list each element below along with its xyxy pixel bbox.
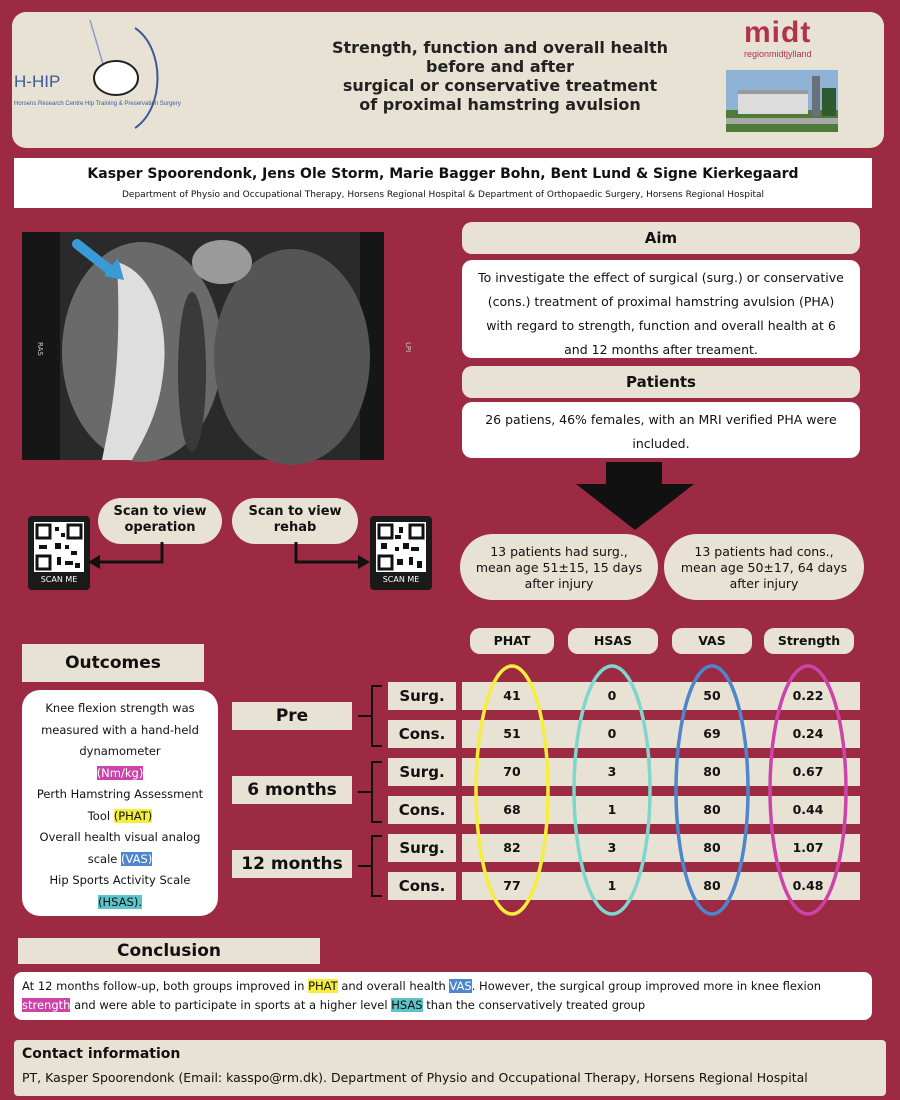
patients-text: 26 patiens, 46% females, with an MRI verified PHA were included. (462, 402, 860, 458)
hsas-highlight: (HSAS). (98, 894, 142, 909)
title-line: Strength, function and overall health (331, 38, 669, 57)
mri-image (22, 232, 412, 460)
outcome-phat-text: Perth Hamstring Assessment Tool (36, 787, 204, 823)
title-line: surgical or conservative treatment (342, 76, 658, 95)
cell-phat: 70 (503, 764, 521, 779)
cell-phat: 77 (503, 878, 521, 893)
vas-highlight: VAS (449, 979, 472, 993)
cell-vas: 80 (703, 840, 721, 855)
row-label-pre-surg: Surg. (388, 682, 456, 710)
hhip-logo-graphic (80, 18, 170, 130)
authors-department: Department of Physio and Occupational Therapy, Horsens Regional Hospital & Department of Orthopaedic Surgery, Horsens Regional Hospital (122, 190, 764, 200)
scan-me-label: SCAN ME (40, 575, 78, 584)
qr-code-icon (34, 522, 84, 572)
group-brackets (356, 684, 388, 904)
nmkg-highlight: (Nm/kg) (96, 765, 144, 780)
cell-vas: 80 (703, 802, 721, 817)
contact-heading: Contact information (22, 1046, 181, 1062)
outcome-vas-text: Overall health visual analog scale (39, 830, 201, 866)
column-header-hsas: HSAS (568, 628, 658, 654)
aim-heading: Aim (462, 222, 860, 254)
operation-qr-label: Scan to view operation (98, 498, 222, 544)
cell-hsas: 0 (607, 688, 617, 703)
group-label-pre: Pre (232, 702, 352, 730)
outcome-hsas-text: Hip Sports Activity Scale (49, 873, 191, 887)
cell-phat: 51 (503, 726, 521, 741)
cell-hsas: 3 (607, 764, 617, 779)
scan-me-label: SCAN ME (382, 575, 420, 584)
cell-hsas: 3 (607, 840, 617, 855)
conclusion-heading: Conclusion (18, 938, 320, 964)
rehab-qr-label: Scan to view rehab (232, 498, 358, 544)
arrow-right-icon (292, 540, 372, 570)
strength-highlight: strength (22, 998, 71, 1012)
cell-hsas: 0 (607, 726, 617, 741)
cell-vas: 80 (703, 878, 721, 893)
column-header-vas: VAS (672, 628, 752, 654)
conclusion-part: and overall health (337, 979, 450, 993)
aim-text: To investigate the effect of surgical (surg.) or conservative (cons.) treatment of proximal hamstring avulsion (PHA) with regard to strength, function and overall health at 6 and 12 months after treament. (462, 260, 860, 358)
row-label-6m-cons: Cons. (388, 796, 456, 824)
contact-text: PT, Kasper Spoorendonk (Email: kasspo@rm.dk). Department of Physio and Occupational Therapy, Horsens Regional Hospital (22, 1070, 808, 1085)
column-header-phat: PHAT (470, 628, 554, 654)
down-arrow-icon (570, 462, 700, 530)
surgical-group-info: 13 patients had surg., mean age 51±15, 15 days after injury (460, 534, 658, 600)
mri-left-marker: RAS (36, 342, 44, 356)
hhip-logo-text: H-HIP (14, 72, 61, 91)
outcomes-text (22, 690, 218, 916)
hsas-highlight: HSAS (391, 998, 423, 1012)
patients-heading: Patients (462, 366, 860, 398)
row-label-pre-cons: Cons. (388, 720, 456, 748)
conclusion-part: than the conservatively treated group (422, 998, 646, 1012)
phat-highlight: PHAT (308, 979, 338, 993)
qr-code-icon (376, 522, 426, 572)
column-header-strength: Strength (764, 628, 854, 654)
column-highlight-ovals (462, 662, 860, 918)
outcomes-heading: Outcomes (22, 644, 204, 682)
cell-strength: 0.48 (792, 878, 824, 893)
arrow-left-icon (88, 540, 168, 570)
midt-logo-text: midt (744, 16, 812, 49)
conclusion-part: At 12 months follow-up, both groups improved in (22, 979, 309, 993)
cell-strength: 0.22 (792, 688, 824, 703)
conclusion-part: . However, the surgical group improved more in knee flexion (471, 979, 822, 993)
title-line: of proximal hamstring avulsion (359, 95, 641, 114)
hhip-logo-subtext: Horsens Research Centre Hip Training & Preservation Surgery (14, 101, 181, 107)
title-line: before and after (426, 57, 574, 76)
row-label-6m-surg: Surg. (388, 758, 456, 786)
cell-strength: 0.24 (792, 726, 824, 741)
operation-qr-code[interactable] (28, 516, 90, 590)
cell-vas: 50 (703, 688, 721, 703)
hospital-photo (726, 70, 838, 132)
midt-logo-subtext: regionmidtjylland (744, 49, 812, 59)
cell-strength: 0.44 (792, 802, 824, 817)
cell-phat: 68 (503, 802, 521, 817)
group-label-12-months: 12 months (232, 850, 352, 878)
vas-highlight: (VAS) (121, 851, 153, 866)
poster-title (260, 38, 740, 114)
row-label-12m-cons: Cons. (388, 872, 456, 900)
conclusion-text (14, 972, 872, 1020)
cell-phat: 82 (503, 840, 521, 855)
cell-vas: 80 (703, 764, 721, 779)
row-label-12m-surg: Surg. (388, 834, 456, 862)
cell-hsas: 1 (607, 802, 617, 817)
mri-right-marker: LPI (404, 342, 412, 353)
cell-hsas: 1 (607, 878, 617, 893)
phat-highlight: (PHAT) (113, 808, 153, 823)
cell-phat: 41 (503, 688, 521, 703)
group-label-6-months: 6 months (232, 776, 352, 804)
conservative-group-info: 13 patients had cons., mean age 50±17, 64 days after injury (664, 534, 864, 600)
conclusion-part: and were able to participate in sports at a higher level (70, 998, 392, 1012)
cell-vas: 69 (703, 726, 721, 741)
outcome-strength-text: Knee flexion strength was measured with a hand-held dynamometer (41, 701, 199, 758)
authors-names: Kasper Spoorendonk, Jens Ole Storm, Marie Bagger Bohn, Bent Lund & Signe Kierkegaard (87, 166, 799, 182)
cell-strength: 1.07 (792, 840, 824, 855)
cell-strength: 0.67 (792, 764, 824, 779)
rehab-qr-code[interactable] (370, 516, 432, 590)
